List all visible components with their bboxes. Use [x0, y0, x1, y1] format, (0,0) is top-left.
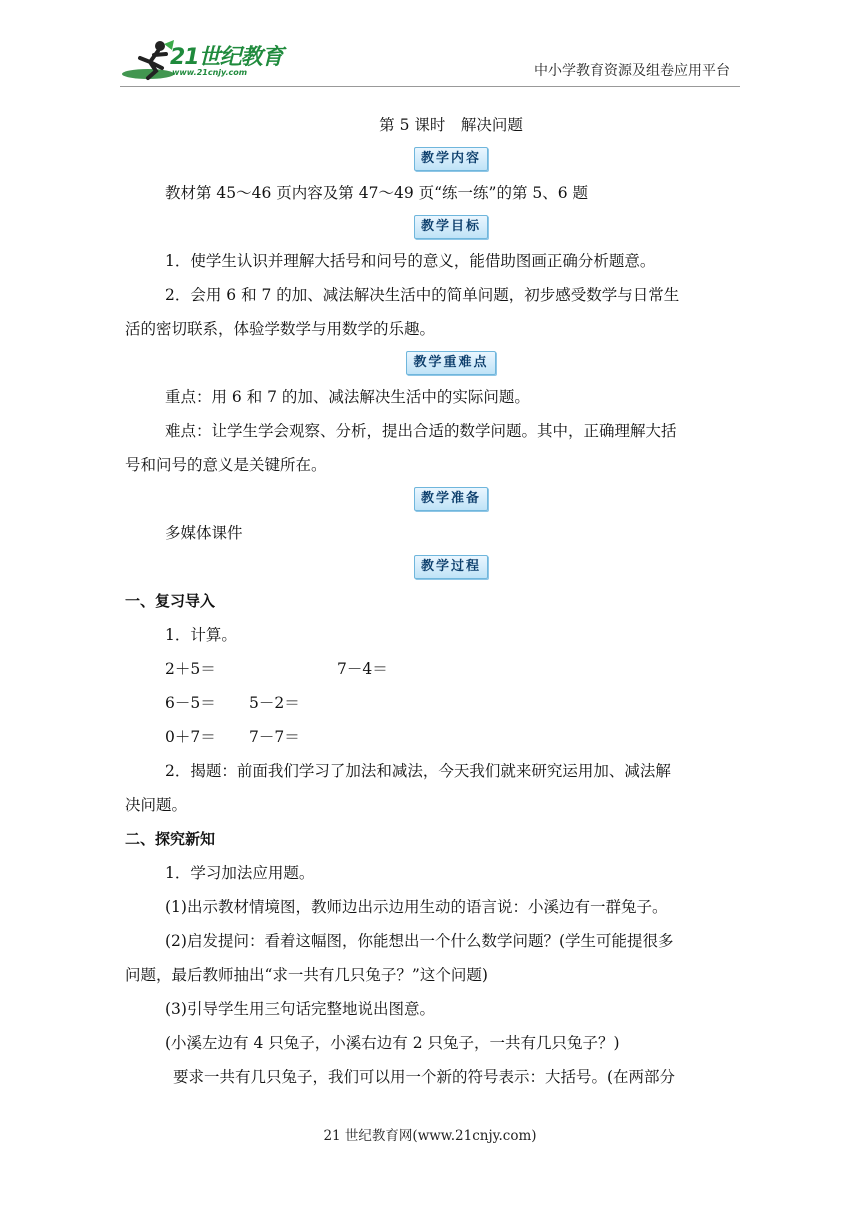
- calc-row-3: [165, 720, 737, 754]
- learn-1: 1．学习加法应用题。: [165, 864, 315, 882]
- lesson-title: 第 5 课时 解决问题: [379, 116, 523, 134]
- section-badge-content: 教学内容: [414, 147, 488, 171]
- goal-2-line2: 活的密切联系，体验学数学与用数学的乐趣。: [125, 320, 436, 338]
- step-3: (3)引导学生用三句话完整地说出图意。: [165, 1000, 435, 1018]
- difficulty-line1: 难点：让学生学会观察、分析，提出合适的数学问题。其中，正确理解大括: [165, 422, 677, 440]
- step-3-answer: (小溪左边有 4 只兔子，小溪右边有 2 只兔子，一共有几只兔子？): [165, 1034, 620, 1052]
- calc-row-1: [165, 652, 737, 686]
- section-badge-preparation: 教学准备: [414, 487, 488, 511]
- logo-text: 21世纪教育: [170, 45, 283, 70]
- platform-name: 中小学教育资源及组卷应用平台: [534, 63, 730, 79]
- section-badge-goals: 教学目标: [414, 215, 488, 239]
- difficulty-line2: 号和问号的意义是关键所在。: [125, 456, 327, 474]
- page-footer: 21 世纪教育网(www.21cnjy.com): [323, 1128, 537, 1144]
- header-divider: [120, 86, 740, 87]
- part-1-heading: 一、复习导入: [125, 592, 216, 610]
- page-header: [0, 0, 860, 100]
- reveal-line1: 2．揭题：前面我们学习了加法和减法，今天我们就来研究运用加、减法解: [165, 762, 671, 780]
- reveal-line2: 决问题。: [125, 796, 188, 814]
- section-badge-process: 教学过程: [414, 555, 488, 579]
- calc-item: 5－2＝: [249, 694, 300, 712]
- brace-text: 要求一共有几只兔子，我们可以用一个新的符号表示：大括号。(在两部分: [173, 1068, 676, 1086]
- logo-url: www.21cnjy.com: [172, 68, 248, 77]
- key-point: 重点：用 6 和 7 的加、减法解决生活中的实际问题。: [165, 388, 530, 406]
- step-1: (1)出示教材情境图，教师边出示边用生动的语言说：小溪边有一群兔子。: [165, 898, 668, 916]
- goal-2-line1: 2．会用 6 和 7 的加、减法解决生活中的简单问题，初步感受数学与日常生: [165, 286, 680, 304]
- calc-item: 6－5＝: [165, 694, 216, 712]
- step-2-line2: 问题，最后教师抽出“求一共有几只兔子？”这个问题): [125, 966, 488, 984]
- calc-item: 7－4＝: [337, 660, 388, 678]
- calc-item: 2＋5＝: [165, 660, 216, 678]
- calc-label: 1．计算。: [165, 626, 237, 644]
- calc-item: 0＋7＝: [165, 728, 216, 746]
- preparation-text: 多媒体课件: [165, 524, 243, 542]
- goal-1: 1．使学生认识并理解大括号和问号的意义，能借助图画正确分析题意。: [165, 252, 656, 270]
- part-2-heading: 二、探究新知: [125, 830, 216, 848]
- calc-row-2: [165, 686, 737, 720]
- content-text: 教材第 45～46 页内容及第 47～49 页“练一练”的第 5、6 题: [165, 184, 589, 202]
- document-body: [125, 108, 737, 1094]
- calc-item: 7－7＝: [249, 728, 300, 746]
- section-badge-key-points: 教学重难点: [406, 351, 495, 375]
- step-2-line1: (2)启发提问：看着这幅图，你能想出一个什么数学问题？(学生可能提很多: [165, 932, 674, 950]
